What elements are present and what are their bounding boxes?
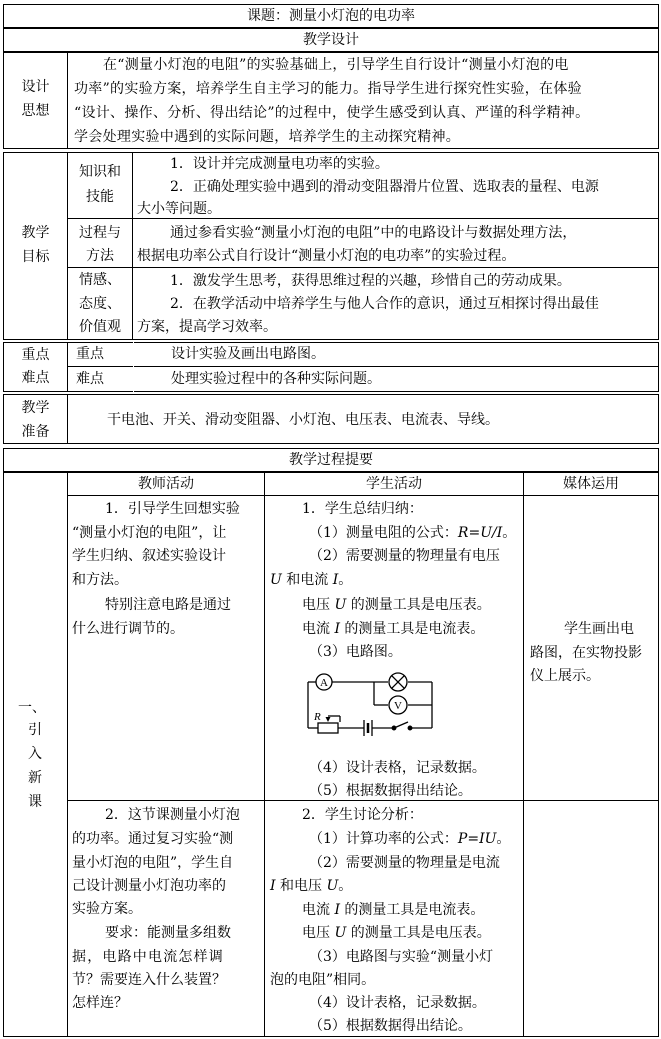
row2-teacher-line: 怎样连？ bbox=[72, 995, 128, 1011]
process-section-title: 教学过程提要 bbox=[289, 452, 373, 468]
row1-student-line: U 和电流 I。 bbox=[270, 572, 353, 588]
stage-char: 入 bbox=[28, 746, 42, 762]
row2-teacher-line: 节？需要连入什么装置？ bbox=[72, 972, 226, 988]
voltmeter-label: V bbox=[394, 700, 402, 712]
row1-teacher-line: 1．引导学生回想实验 bbox=[105, 501, 240, 517]
design-idea-line: 学会处理实验中遇到的实际问题，培养学生的主动探究精神。 bbox=[74, 129, 461, 145]
objectives-label: 目标 bbox=[21, 249, 50, 265]
row2-teacher-line: 据，电路中电流怎样调 bbox=[72, 949, 224, 965]
row2-student-line: （1）计算功率的公式：P=IU。 bbox=[309, 831, 511, 847]
row2-teacher-line: 己设计测量小灯泡功率的 bbox=[72, 878, 226, 894]
knowledge-label: 知识和 bbox=[79, 164, 121, 180]
row1-teacher-line: 特别注意电路是通过 bbox=[105, 597, 231, 613]
row2-teacher-line: 的功率。通过复习实验“测 bbox=[72, 831, 234, 847]
process-label: 方法 bbox=[86, 248, 114, 264]
key-label: 重点 bbox=[76, 346, 104, 362]
stage-char: 新 bbox=[28, 770, 42, 786]
row2-student-line: （4）设计表格，记录数据。 bbox=[309, 995, 486, 1011]
knowledge-line: 2．正确处理实验中遇到的滑动变阻器滑片位置、选取表的量程、电源 bbox=[170, 179, 599, 195]
row2-student-line: I 和电压 U。 bbox=[270, 878, 353, 894]
row1-teacher-line: 学生归纳、叙述实验设计 bbox=[72, 548, 226, 564]
row1-teacher-line: “测量小灯泡的电阻”，让 bbox=[72, 525, 227, 541]
rheostat-symbol bbox=[318, 723, 338, 733]
knowledge-label: 技能 bbox=[86, 189, 114, 205]
row1-student-line: （5）根据数据得出结论。 bbox=[309, 783, 472, 799]
row1-student-line: 1．学生总结归纳： bbox=[302, 501, 423, 517]
row1-student-line: （1）测量电阻的公式：R=U/I。 bbox=[309, 525, 517, 541]
design-idea-line: 功率”的实验方案，培养学生自主学习的能力。指导学生进行探究性实验，在体验 bbox=[74, 81, 582, 97]
row1-teacher-line: 和方法。 bbox=[72, 572, 128, 588]
keypoints-label: 难点 bbox=[21, 370, 50, 386]
row1-media-line: 学生画出电 bbox=[564, 621, 634, 637]
row1-media-line: 仪上展示。 bbox=[530, 668, 600, 684]
row2-student-line: 泡的电阻”相同。 bbox=[270, 972, 376, 988]
row2-teacher-line: 要求：能测量多组数 bbox=[105, 925, 231, 941]
row2-teacher-line: 2．这节课测量小灯泡 bbox=[105, 807, 240, 823]
key-label-cell bbox=[67, 342, 659, 367]
objectives-label: 教学 bbox=[21, 225, 50, 241]
knowledge-line: 1．设计并完成测量电功率的实验。 bbox=[170, 156, 389, 172]
design-idea-line: 在“测量小灯泡的电阻”的实验基础上，引导学生自行设计“测量小灯泡的电 bbox=[103, 57, 569, 73]
row1-student-line: （2）需要测量的物理量有电压 bbox=[309, 548, 500, 564]
design-idea-label: 设计 bbox=[21, 79, 50, 95]
row2-student-line: （5）根据数据得出结论。 bbox=[309, 1018, 472, 1034]
prep-label: 准备 bbox=[21, 424, 50, 440]
row2-student-line: （3）电路图与实验“测量小灯 bbox=[309, 949, 494, 965]
hard-text: 处理实验过程中的各种实际问题。 bbox=[171, 371, 381, 387]
circuit-diagram bbox=[300, 670, 440, 740]
col-media-label: 媒体运用 bbox=[563, 476, 619, 492]
emotion-line: 2．在教学活动中培养学生与他人合作的意识，通过互相探讨得出最佳 bbox=[170, 296, 599, 312]
col-teacher-label: 教师活动 bbox=[138, 476, 194, 492]
row1-media-line: 路图，在实物投影 bbox=[530, 645, 642, 661]
process-line: 通过参看实验“测量小灯泡的电阻”中的电路设计与数据处理方法， bbox=[170, 225, 577, 241]
row2-media-cell bbox=[523, 800, 659, 1037]
key-text: 设计实验及画出电路图。 bbox=[171, 346, 325, 362]
stage-char: 引 bbox=[28, 722, 42, 738]
emotion-line: 1．激发学生思考，获得思维过程的兴趣，珍惜自己的劳动成果。 bbox=[170, 273, 571, 289]
emotion-label: 情感、 bbox=[79, 272, 121, 288]
row2-teacher-line: 实验方案。 bbox=[72, 901, 142, 917]
design-section-title: 教学设计 bbox=[303, 32, 359, 48]
row2-student-line: （2）需要测量的物理量是电流 bbox=[309, 855, 500, 871]
ammeter-label: A bbox=[320, 677, 328, 689]
row2-teacher-line: 量小灯泡的电阻”，学生自 bbox=[72, 855, 234, 871]
design-idea-label: 思想 bbox=[21, 103, 50, 119]
row2-student-line: 2．学生讨论分析： bbox=[302, 807, 423, 823]
row1-student-line: （4）设计表格，记录数据。 bbox=[309, 760, 486, 776]
process-label: 过程与 bbox=[79, 225, 121, 241]
emotion-label: 价值观 bbox=[79, 319, 121, 335]
emotion-line: 方案，提高学习效率。 bbox=[137, 319, 277, 335]
process-line: 根据电功率公式自行设计“测量小灯泡的电功率”的实验过程。 bbox=[137, 248, 516, 264]
row2-student-line: 电流 I 的测量工具是电流表。 bbox=[302, 902, 485, 918]
keypoints-label: 重点 bbox=[21, 347, 50, 363]
keypoint-divider bbox=[133, 342, 134, 392]
col-student-label: 学生活动 bbox=[366, 476, 422, 492]
row2-student-line: 电压 U 的测量工具是电压表。 bbox=[302, 925, 491, 941]
rheostat-label: R bbox=[314, 711, 321, 723]
page-title: 课题：测量小灯泡的电功率 bbox=[247, 8, 415, 24]
row1-student-line: （3）电路图。 bbox=[309, 644, 402, 660]
prep-text: 干电池、开关、滑动变阻器、小灯泡、电压表、电流表、导线。 bbox=[107, 412, 499, 428]
emotion-label: 态度、 bbox=[79, 296, 121, 312]
row1-student-line: 电流 I 的测量工具是电流表。 bbox=[302, 621, 485, 637]
knowledge-line: 大小等问题。 bbox=[137, 201, 221, 217]
row1-teacher-line: 什么进行调节的。 bbox=[72, 621, 184, 637]
row1-student-line: 电压 U 的测量工具是电压表。 bbox=[302, 597, 491, 613]
prep-label: 教学 bbox=[21, 400, 50, 416]
stage-char: 一、 bbox=[18, 700, 46, 716]
hard-label: 难点 bbox=[76, 371, 104, 387]
design-idea-line: “设计、操作、分析、得出结论”的过程中，使学生感受到认真、严谨的科学精神。 bbox=[74, 105, 590, 121]
stage-char: 课 bbox=[28, 794, 42, 810]
